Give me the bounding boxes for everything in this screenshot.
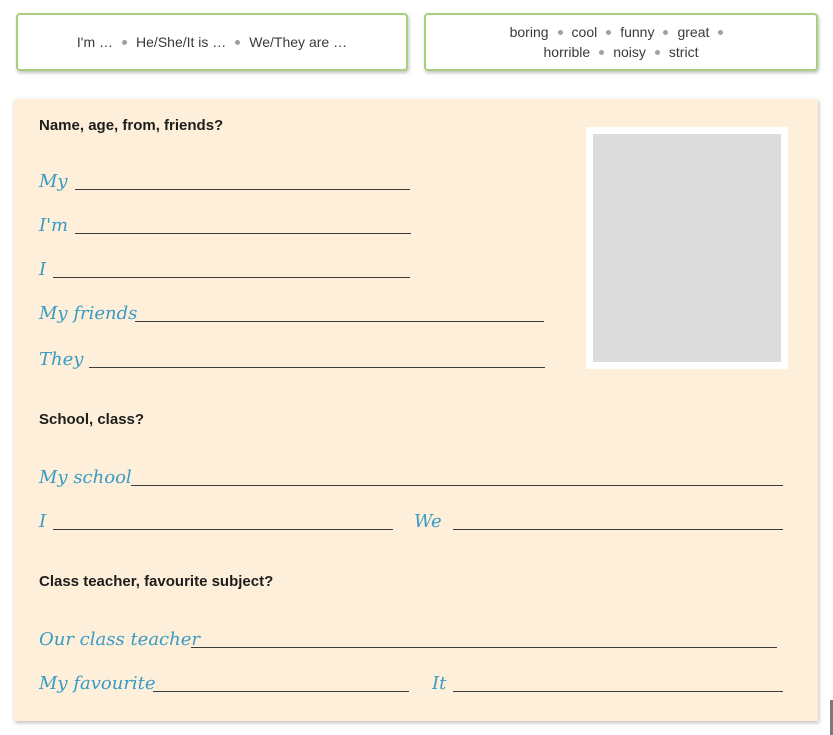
adjective-word: funny — [620, 24, 655, 40]
adjective-word: strict — [668, 44, 699, 60]
bullet-separator — [606, 30, 611, 35]
prompt-im: I'm — [39, 215, 69, 236]
section-heading-school: School, class? — [39, 411, 145, 428]
prompt-they: They — [39, 349, 84, 370]
answer-line-they[interactable] — [89, 367, 545, 368]
phrase-item: We/They are … — [249, 34, 348, 50]
adjective-word: cool — [571, 24, 598, 40]
photo-placeholder[interactable] — [593, 134, 781, 362]
phrase-item: I'm … — [76, 34, 114, 50]
section-heading-teacher: Class teacher, favourite subject? — [39, 573, 274, 590]
answer-line-from[interactable] — [53, 277, 410, 278]
section-heading-personal: Name, age, from, friends? — [39, 117, 224, 134]
adjective-word: boring — [509, 24, 549, 40]
bullet-separator — [558, 30, 563, 35]
photo-frame — [586, 127, 788, 369]
answer-line-it[interactable] — [453, 691, 783, 692]
bullet-separator — [655, 50, 660, 55]
answer-line-age[interactable] — [75, 233, 411, 234]
answer-line-we[interactable] — [453, 529, 783, 530]
bullet-separator — [663, 30, 668, 35]
bullet-separator — [235, 40, 240, 45]
phrase-item: He/She/It is … — [136, 34, 227, 50]
phrase-box — [16, 13, 408, 71]
answer-line-favourite[interactable] — [153, 691, 409, 692]
prompt-my: My — [39, 171, 68, 192]
answer-line-teacher[interactable] — [191, 647, 777, 648]
answer-line-name[interactable] — [75, 189, 410, 190]
adjective-word: great — [677, 24, 710, 40]
prompt-we: We — [414, 511, 442, 532]
writing-card — [14, 99, 818, 721]
adjective-word: noisy — [613, 44, 646, 60]
adjective-box — [424, 13, 818, 71]
prompt-my-friends: My friends — [39, 303, 138, 324]
prompt-i-class: I — [39, 511, 47, 532]
prompt-our-class-teacher: Our class teacher — [39, 629, 200, 650]
prompt-my-favourite: My favourite — [39, 673, 156, 694]
phrase-row — [77, 32, 347, 52]
bullet-separator — [718, 30, 723, 35]
prompt-my-school: My school — [39, 467, 132, 488]
bullet-separator — [122, 40, 127, 45]
answer-line-friends[interactable] — [135, 321, 544, 322]
prompt-i: I — [39, 259, 47, 280]
adjective-row-2 — [544, 42, 699, 62]
answer-line-i-class[interactable] — [53, 529, 393, 530]
adjective-row-1 — [510, 22, 733, 42]
bullet-separator — [599, 50, 604, 55]
adjective-word: horrible — [543, 44, 591, 60]
prompt-it: It — [432, 673, 447, 694]
answer-line-school[interactable] — [131, 485, 783, 486]
